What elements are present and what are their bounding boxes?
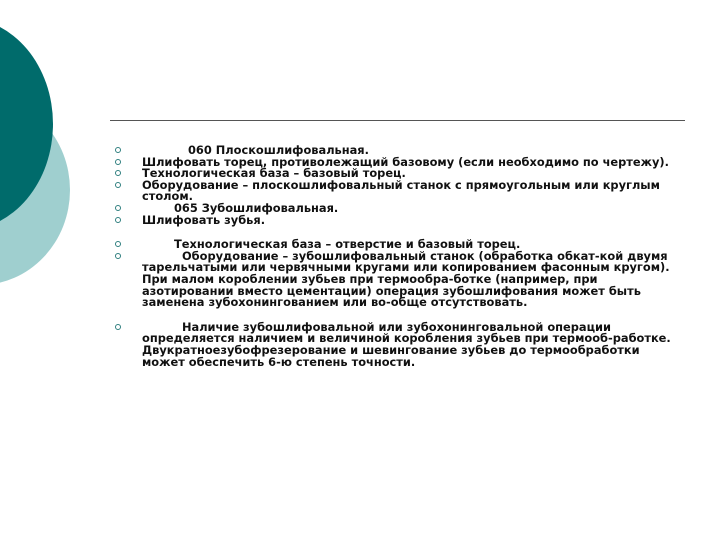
- list-item-text: Технологическая база – базовый торец.: [142, 166, 406, 181]
- list-item: [115, 212, 685, 227]
- list-item: [115, 177, 685, 204]
- bullet-icon: [115, 170, 121, 176]
- bullet-icon: [115, 147, 121, 153]
- list-item-text: Шлифовать торец, противолежащий базовому (если необходимо по чертежу).: [142, 154, 669, 169]
- bullet-icon: [115, 324, 121, 330]
- list-item-text: Оборудование – зубошлифовальный станок (обработка обкат-кой двумя тарельчатыми или червячными кругами или копированием фасонным кругом). При малом короблении зубьев при термообра-ботке (например, при азотировании вместо цементации) операция зубошлифования может быть заменена зубохонингованием или во-обще отсутствовать.: [142, 248, 670, 310]
- list-item-text: Наличие зубошлифовальной или зубохонинговальной операции определяется наличием и величиной коробления зубьев при термооб-работке. Двукратноезубофрезерование и шевингование зубьев до термообработки может обеспечить 6-ю степень точности.: [142, 319, 671, 369]
- bullet-list: [115, 145, 685, 368]
- title-divider: [110, 120, 685, 121]
- list-item-text: 060 Плоскошлифовальная.: [188, 143, 369, 157]
- bullet-icon: [115, 241, 121, 247]
- list-item: [115, 248, 685, 310]
- bullet-icon: [115, 253, 121, 259]
- list-item-text: Технологическая база – отверстие и базовый торец.: [174, 237, 521, 252]
- list-item: [115, 319, 685, 369]
- list-item-text: Оборудование – плоскошлифовальный станок с прямоугольным или круглым столом.: [142, 177, 660, 204]
- list-item-text: 065 Зубошлифовальная.: [174, 200, 339, 215]
- bullet-icon: [115, 182, 121, 188]
- list-item-text: Шлифовать зубья.: [142, 212, 266, 227]
- bullet-icon: [115, 217, 121, 223]
- bullet-icon: [115, 159, 121, 165]
- bullet-icon: [115, 205, 121, 211]
